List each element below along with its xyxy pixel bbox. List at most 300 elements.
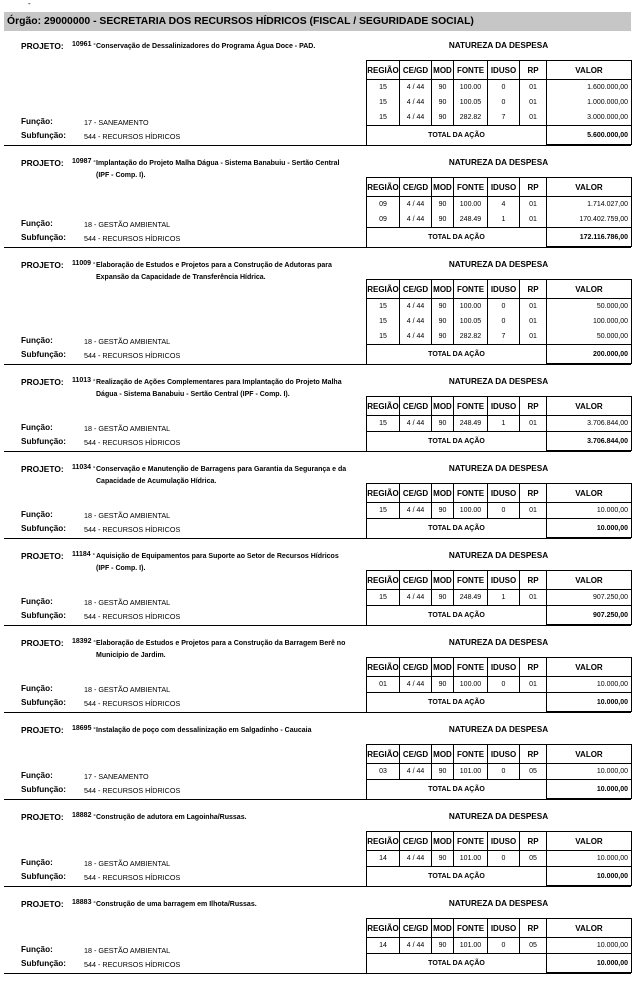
table-cell: 90: [432, 677, 454, 693]
column-header: MOD: [432, 280, 454, 299]
column-header: RP: [520, 397, 547, 416]
table-row: [367, 764, 632, 780]
table-cell: 90: [432, 197, 454, 213]
column-header: VALOR: [547, 832, 632, 851]
total-row: [367, 432, 632, 451]
column-header: REGIÃO: [367, 178, 400, 197]
table-cell: 10.000,00: [547, 938, 632, 954]
column-header: VALOR: [547, 178, 632, 197]
table-cell: 101.00: [454, 938, 488, 954]
project-label: PROJETO:: [21, 812, 64, 822]
table-cell: 4 / 44: [400, 764, 432, 780]
funcao-value: 18 - GESTÃO AMBIENTAL: [84, 859, 171, 868]
column-header: REGIÃO: [367, 484, 400, 503]
natureza-table: [366, 483, 632, 538]
table-row: [367, 329, 632, 345]
column-header: RP: [520, 178, 547, 197]
total-value: 200.000,00: [547, 345, 632, 364]
table-cell: 4 / 44: [400, 110, 432, 126]
total-label: TOTAL DA AÇÃO: [367, 780, 547, 799]
total-label: TOTAL DA AÇÃO: [367, 606, 547, 625]
table-cell: 4 / 44: [400, 590, 432, 606]
table-cell: 3.706.844,00: [547, 416, 632, 432]
natureza-table: [366, 570, 632, 625]
column-header: FONTE: [454, 571, 488, 590]
table-cell: 4 / 44: [400, 299, 432, 315]
natureza-title: NATUREZA DA DESPESA: [448, 464, 549, 473]
subfuncao-value: 544 - RECURSOS HÍDRICOS: [84, 960, 181, 969]
table-row: [367, 677, 632, 693]
total-value: 10.000,00: [547, 693, 632, 712]
column-header: FONTE: [454, 178, 488, 197]
project-block: [4, 367, 631, 452]
funcao-value: 18 - GESTÃO AMBIENTAL: [84, 424, 171, 433]
column-header: CE/GD: [400, 919, 432, 938]
table-cell: 248.49: [454, 590, 488, 606]
total-label: TOTAL DA AÇÃO: [367, 345, 547, 364]
project-description: Construção de adutora em Lagoinha/Russas.: [96, 814, 247, 821]
table-cell: 4 / 44: [400, 197, 432, 213]
subfuncao-label: Subfunção:: [21, 350, 67, 359]
subfuncao-value: 544 - RECURSOS HÍDRICOS: [84, 234, 181, 243]
natureza-title: NATUREZA DA DESPESA: [448, 899, 549, 908]
total-value: 172.116.786,00: [547, 228, 632, 247]
table-cell: 14: [367, 851, 400, 867]
project-block: [4, 148, 631, 248]
natureza-table: [366, 60, 632, 145]
table-cell: 10.000,00: [547, 764, 632, 780]
natureza-title: NATUREZA DA DESPESA: [448, 812, 549, 821]
subfuncao-label: Subfunção:: [21, 959, 67, 968]
column-header: IDUSO: [488, 397, 520, 416]
table-cell: 90: [432, 851, 454, 867]
table-cell: 1.000.000,00: [547, 95, 632, 110]
total-row: [367, 693, 632, 712]
subfuncao-value: 544 - RECURSOS HÍDRICOS: [84, 438, 181, 447]
column-header: CE/GD: [400, 571, 432, 590]
table-cell: 248.49: [454, 212, 488, 228]
table-cell: 1.714.027,00: [547, 197, 632, 213]
natureza-table: [366, 279, 632, 364]
column-header: REGIÃO: [367, 658, 400, 677]
table-cell: 90: [432, 590, 454, 606]
table-cell: 100.05: [454, 95, 488, 110]
total-row: [367, 606, 632, 625]
column-header: IDUSO: [488, 178, 520, 197]
total-value: 10.000,00: [547, 867, 632, 886]
column-header: REGIÃO: [367, 397, 400, 416]
table-cell: 90: [432, 95, 454, 110]
column-header: CE/GD: [400, 745, 432, 764]
table-cell: 4 / 44: [400, 851, 432, 867]
total-value: 10.000,00: [547, 954, 632, 973]
funcao-value: 17 - SANEAMENTO: [84, 772, 149, 781]
table-cell: 01: [520, 80, 547, 96]
column-header: MOD: [432, 571, 454, 590]
column-header: VALOR: [547, 571, 632, 590]
project-description: Aquisição de Equipamentos para Suporte ao Setor de Recursos Hídricos (IPF - Comp. I).: [96, 553, 339, 572]
table-cell: 90: [432, 416, 454, 432]
table-cell: 01: [520, 110, 547, 126]
funcao-value: 18 - GESTÃO AMBIENTAL: [84, 598, 171, 607]
subfuncao-value: 544 - RECURSOS HÍDRICOS: [84, 786, 181, 795]
subfuncao-label: Subfunção:: [21, 611, 67, 620]
column-header: RP: [520, 832, 547, 851]
table-cell: 0: [488, 764, 520, 780]
table-cell: 01: [520, 329, 547, 345]
table-cell: 170.402.759,00: [547, 212, 632, 228]
subfuncao-label: Subfunção:: [21, 131, 67, 140]
column-header: MOD: [432, 919, 454, 938]
table-cell: 01: [520, 503, 547, 519]
column-header: CE/GD: [400, 397, 432, 416]
table-cell: 90: [432, 314, 454, 329]
table-cell: 01: [520, 95, 547, 110]
column-header: VALOR: [547, 280, 632, 299]
total-row: [367, 228, 632, 247]
table-cell: 4 / 44: [400, 677, 432, 693]
table-row: [367, 416, 632, 432]
table-cell: 01: [367, 677, 400, 693]
table-cell: 14: [367, 938, 400, 954]
table-cell: 100.000,00: [547, 314, 632, 329]
total-label: TOTAL DA AÇÃO: [367, 519, 547, 538]
column-header: RP: [520, 280, 547, 299]
subfuncao-label: Subfunção:: [21, 785, 67, 794]
table-cell: 0: [488, 95, 520, 110]
header-tick: -: [28, 0, 31, 8]
funcao-value: 18 - GESTÃO AMBIENTAL: [84, 220, 171, 229]
column-header: CE/GD: [400, 178, 432, 197]
column-header: MOD: [432, 397, 454, 416]
project-label: PROJETO:: [21, 260, 64, 270]
column-header: FONTE: [454, 280, 488, 299]
column-header: FONTE: [454, 658, 488, 677]
column-header: VALOR: [547, 61, 632, 80]
table-cell: 01: [520, 197, 547, 213]
project-label: PROJETO:: [21, 464, 64, 474]
project-description: Conservação e Manutenção de Barragens para Garantia da Segurança e da Capacidade de Acumulação Hídrica.: [96, 466, 347, 485]
funcao-label: Função:: [21, 597, 53, 606]
column-header: REGIÃO: [367, 832, 400, 851]
total-value: 907.250,00: [547, 606, 632, 625]
table-cell: 0: [488, 299, 520, 315]
table-cell: 1.600.000,00: [547, 80, 632, 96]
natureza-title: NATUREZA DA DESPESA: [448, 551, 549, 560]
total-value: 10.000,00: [547, 519, 632, 538]
table-cell: 05: [520, 938, 547, 954]
table-cell: 90: [432, 503, 454, 519]
column-header: REGIÃO: [367, 571, 400, 590]
funcao-label: Função:: [21, 858, 53, 867]
total-label: TOTAL DA AÇÃO: [367, 954, 547, 973]
column-header: VALOR: [547, 745, 632, 764]
natureza-table: [366, 657, 632, 712]
table-cell: 1: [488, 590, 520, 606]
table-cell: 4 / 44: [400, 416, 432, 432]
table-cell: 100.00: [454, 299, 488, 315]
table-row: [367, 110, 632, 126]
table-row: [367, 299, 632, 315]
total-value: 10.000,00: [547, 780, 632, 799]
project-label: PROJETO:: [21, 158, 64, 168]
project-code: 18883 -: [72, 899, 96, 906]
table-row: [367, 851, 632, 867]
table-cell: 101.00: [454, 764, 488, 780]
project-block: [4, 889, 631, 974]
table-cell: 0: [488, 314, 520, 329]
column-header: CE/GD: [400, 61, 432, 80]
total-label: TOTAL DA AÇÃO: [367, 432, 547, 451]
total-label: TOTAL DA AÇÃO: [367, 867, 547, 886]
project-label: PROJETO:: [21, 725, 64, 735]
column-header: MOD: [432, 745, 454, 764]
table-row: [367, 80, 632, 96]
column-header: FONTE: [454, 484, 488, 503]
column-header: FONTE: [454, 919, 488, 938]
table-cell: 282.82: [454, 329, 488, 345]
table-cell: 100.00: [454, 197, 488, 213]
table-cell: 05: [520, 764, 547, 780]
total-value: 5.600.000,00: [547, 126, 632, 145]
project-code: 11013 -: [72, 377, 96, 384]
table-cell: 4 / 44: [400, 503, 432, 519]
orgao-header: Órgão: 29000000 - SECRETARIA DOS RECURSOS HÍDRICOS (FISCAL / SEGURIDADE SOCIAL): [4, 12, 631, 31]
table-cell: 90: [432, 329, 454, 345]
project-code: 10987 -: [72, 158, 96, 165]
table-cell: 4: [488, 197, 520, 213]
funcao-label: Função:: [21, 117, 53, 126]
natureza-title: NATUREZA DA DESPESA: [448, 725, 549, 734]
project-description: Instalação de poço com dessalinização em Salgadinho - Caucaia: [96, 727, 312, 734]
column-header: VALOR: [547, 484, 632, 503]
table-cell: 05: [520, 851, 547, 867]
table-cell: 10.000,00: [547, 677, 632, 693]
project-code: 18695 -: [72, 725, 96, 732]
project-block: [4, 541, 631, 626]
subfuncao-label: Subfunção:: [21, 524, 67, 533]
table-row: [367, 212, 632, 228]
table-row: [367, 938, 632, 954]
funcao-label: Função:: [21, 945, 53, 954]
subfuncao-value: 544 - RECURSOS HÍDRICOS: [84, 525, 181, 534]
project-code: 10961 -: [72, 41, 96, 48]
table-cell: 7: [488, 110, 520, 126]
column-header: IDUSO: [488, 571, 520, 590]
column-header: IDUSO: [488, 832, 520, 851]
table-cell: 01: [520, 212, 547, 228]
project-description: Construção de uma barragem em Ilhota/Russas.: [96, 901, 257, 908]
column-header: REGIÃO: [367, 919, 400, 938]
table-cell: 15: [367, 314, 400, 329]
project-code: 11009 -: [72, 260, 96, 267]
table-cell: 282.82: [454, 110, 488, 126]
table-cell: 10.000,00: [547, 503, 632, 519]
subfuncao-label: Subfunção:: [21, 872, 67, 881]
column-header: IDUSO: [488, 280, 520, 299]
column-header: CE/GD: [400, 658, 432, 677]
natureza-table: [366, 831, 632, 886]
table-row: [367, 197, 632, 213]
funcao-label: Função:: [21, 423, 53, 432]
table-cell: 01: [520, 299, 547, 315]
table-cell: 1: [488, 416, 520, 432]
project-description: Realização de Ações Complementares para Implantação do Projeto Malha Dágua - Sistema Banabuiu - Sertão Central (IPF - Comp. I).: [96, 379, 342, 398]
column-header: FONTE: [454, 61, 488, 80]
column-header: RP: [520, 484, 547, 503]
project-label: PROJETO:: [21, 41, 64, 51]
column-header: VALOR: [547, 658, 632, 677]
table-row: [367, 95, 632, 110]
table-cell: 03: [367, 764, 400, 780]
table-cell: 0: [488, 80, 520, 96]
column-header: MOD: [432, 178, 454, 197]
natureza-table: [366, 396, 632, 451]
table-cell: 15: [367, 416, 400, 432]
table-cell: 248.49: [454, 416, 488, 432]
subfuncao-label: Subfunção:: [21, 698, 67, 707]
table-cell: 1: [488, 212, 520, 228]
subfuncao-value: 544 - RECURSOS HÍDRICOS: [84, 873, 181, 882]
table-cell: 15: [367, 503, 400, 519]
subfuncao-label: Subfunção:: [21, 233, 67, 242]
table-row: [367, 503, 632, 519]
table-cell: 90: [432, 80, 454, 96]
natureza-title: NATUREZA DA DESPESA: [448, 260, 549, 269]
project-label: PROJETO:: [21, 638, 64, 648]
table-cell: 90: [432, 764, 454, 780]
project-label: PROJETO:: [21, 899, 64, 909]
natureza-title: NATUREZA DA DESPESA: [448, 41, 549, 50]
column-header: REGIÃO: [367, 745, 400, 764]
column-header: IDUSO: [488, 61, 520, 80]
table-cell: 101.00: [454, 851, 488, 867]
column-header: IDUSO: [488, 484, 520, 503]
project-block: [4, 628, 631, 713]
subfuncao-value: 544 - RECURSOS HÍDRICOS: [84, 351, 181, 360]
column-header: VALOR: [547, 397, 632, 416]
table-cell: 4 / 44: [400, 80, 432, 96]
total-label: TOTAL DA AÇÃO: [367, 126, 547, 145]
table-cell: 10.000,00: [547, 851, 632, 867]
total-row: [367, 345, 632, 364]
column-header: RP: [520, 571, 547, 590]
table-cell: 100.00: [454, 503, 488, 519]
table-cell: 01: [520, 416, 547, 432]
table-cell: 15: [367, 329, 400, 345]
table-cell: 90: [432, 299, 454, 315]
column-header: REGIÃO: [367, 280, 400, 299]
column-header: IDUSO: [488, 658, 520, 677]
total-label: TOTAL DA AÇÃO: [367, 228, 547, 247]
table-cell: 01: [520, 590, 547, 606]
table-cell: 09: [367, 212, 400, 228]
column-header: FONTE: [454, 832, 488, 851]
total-row: [367, 867, 632, 886]
table-row: [367, 590, 632, 606]
column-header: FONTE: [454, 745, 488, 764]
project-code: 18882 -: [72, 812, 96, 819]
table-cell: 100.00: [454, 80, 488, 96]
funcao-value: 17 - SANEAMENTO: [84, 118, 149, 127]
project-description: Implantação do Projeto Malha Dágua - Sistema Banabuiu - Sertão Central (IPF - Comp. I).: [96, 160, 340, 179]
column-header: MOD: [432, 484, 454, 503]
natureza-table: [366, 918, 632, 973]
table-cell: 4 / 44: [400, 212, 432, 228]
column-header: CE/GD: [400, 280, 432, 299]
project-block: [4, 715, 631, 800]
column-header: MOD: [432, 832, 454, 851]
project-description: Elaboração de Estudos e Projetos para a Construção de Adutoras para Expansão da Capacidade de Transferência Hídrica.: [96, 262, 332, 281]
natureza-title: NATUREZA DA DESPESA: [448, 377, 549, 386]
table-cell: 0: [488, 503, 520, 519]
project-code: 18392 -: [72, 638, 96, 645]
funcao-label: Função:: [21, 336, 53, 345]
project-code: 11184 -: [72, 551, 95, 558]
natureza-table: [366, 744, 632, 799]
total-label: TOTAL DA AÇÃO: [367, 693, 547, 712]
subfuncao-value: 544 - RECURSOS HÍDRICOS: [84, 132, 181, 141]
column-header: FONTE: [454, 397, 488, 416]
column-header: IDUSO: [488, 745, 520, 764]
table-cell: 09: [367, 197, 400, 213]
project-block: [4, 250, 631, 365]
total-row: [367, 780, 632, 799]
project-block: [4, 802, 631, 887]
natureza-table: [366, 177, 632, 247]
funcao-label: Função:: [21, 219, 53, 228]
total-row: [367, 954, 632, 973]
column-header: VALOR: [547, 919, 632, 938]
funcao-label: Função:: [21, 684, 53, 693]
table-cell: 50.000,00: [547, 329, 632, 345]
column-header: CE/GD: [400, 484, 432, 503]
subfuncao-value: 544 - RECURSOS HÍDRICOS: [84, 699, 181, 708]
column-header: RP: [520, 745, 547, 764]
table-cell: 4 / 44: [400, 329, 432, 345]
table-cell: 100.05: [454, 314, 488, 329]
table-cell: 15: [367, 110, 400, 126]
table-cell: 100.00: [454, 677, 488, 693]
project-code: 11034 -: [72, 464, 96, 471]
table-cell: 4 / 44: [400, 95, 432, 110]
table-cell: 01: [520, 677, 547, 693]
subfuncao-label: Subfunção:: [21, 437, 67, 446]
column-header: CE/GD: [400, 832, 432, 851]
funcao-label: Função:: [21, 771, 53, 780]
table-cell: 01: [520, 314, 547, 329]
table-cell: 90: [432, 938, 454, 954]
project-description: Conservação de Dessalinizadores do Programa Água Doce - PAD.: [96, 43, 316, 50]
table-cell: 0: [488, 851, 520, 867]
funcao-value: 18 - GESTÃO AMBIENTAL: [84, 511, 171, 520]
table-cell: 90: [432, 110, 454, 126]
total-row: [367, 519, 632, 538]
table-cell: 15: [367, 299, 400, 315]
project-block: [4, 31, 631, 146]
column-header: REGIÃO: [367, 61, 400, 80]
table-cell: 4 / 44: [400, 314, 432, 329]
table-cell: 90: [432, 212, 454, 228]
table-cell: 15: [367, 95, 400, 110]
table-cell: 15: [367, 590, 400, 606]
table-cell: 15: [367, 80, 400, 96]
table-row: [367, 314, 632, 329]
table-cell: 0: [488, 938, 520, 954]
total-row: [367, 126, 632, 145]
project-description: Elaboração de Estudos e Projetos para a Construção da Barragem Berê no Município de Jardim.: [96, 640, 346, 659]
table-cell: 50.000,00: [547, 299, 632, 315]
